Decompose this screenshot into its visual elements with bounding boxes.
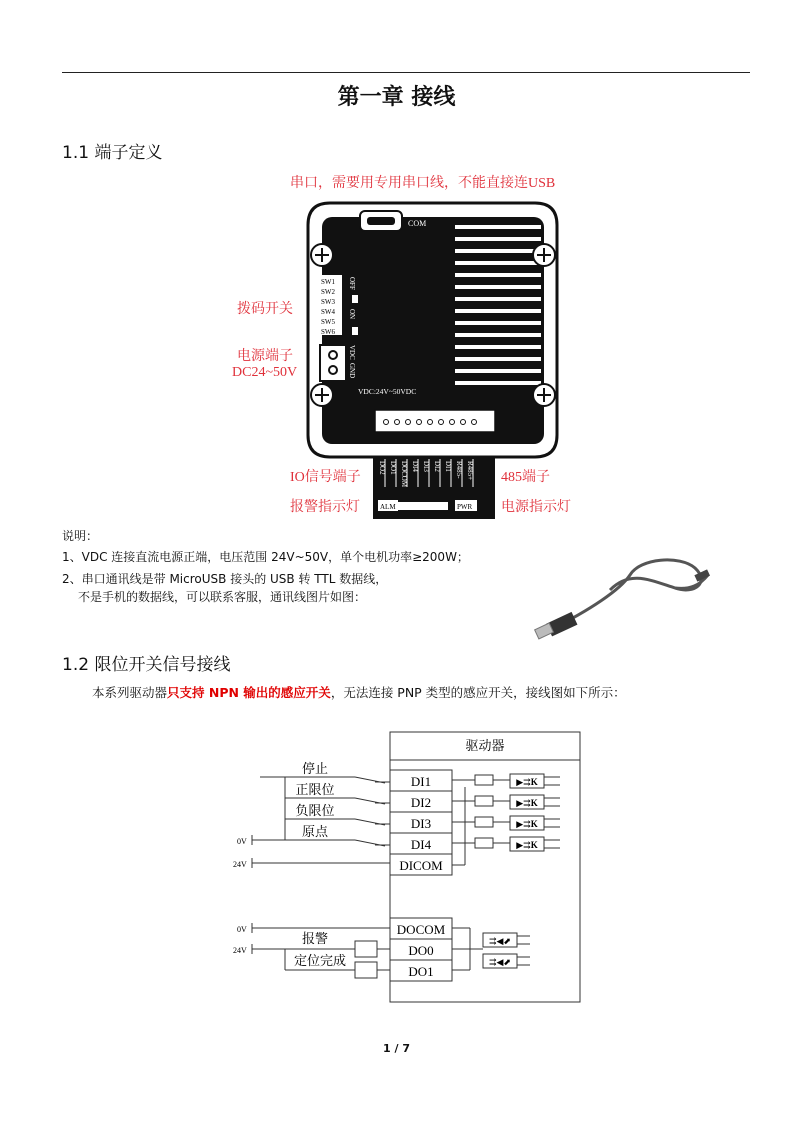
switch-label: 负限位 bbox=[295, 803, 335, 818]
pin-label: DO2 bbox=[378, 461, 386, 475]
sw-label: SW2 bbox=[321, 288, 335, 296]
v24-label: 24V bbox=[233, 860, 247, 869]
usb-cable-image bbox=[530, 550, 720, 645]
pwr-label: PWR bbox=[457, 503, 473, 511]
svg-text:⇉◀⬈: ⇉◀⬈ bbox=[488, 936, 512, 946]
svg-text:⇉◀⬈: ⇉◀⬈ bbox=[488, 957, 512, 967]
callout-power-led: 电源指示灯 bbox=[501, 500, 571, 515]
sw-label: SW3 bbox=[321, 298, 335, 306]
output-label: DO0 bbox=[408, 943, 434, 958]
v0-label-out: 0V bbox=[237, 925, 247, 934]
sw-label: SW4 bbox=[321, 308, 335, 316]
input-label: DI3 bbox=[410, 816, 432, 831]
output-label: DO1 bbox=[408, 964, 434, 979]
input-label: DI1 bbox=[410, 774, 432, 789]
svg-text:▶⇉K: ▶⇉K bbox=[516, 840, 538, 850]
wiring-diagram bbox=[225, 725, 595, 1010]
on-label: ON bbox=[348, 309, 356, 320]
callout-dip-switch: 拨码开关 bbox=[237, 302, 293, 317]
switch-label: 正限位 bbox=[295, 782, 335, 797]
vdc-label: VDC bbox=[348, 345, 356, 360]
pin-label: R485+ bbox=[466, 461, 474, 481]
input-label: DI2 bbox=[410, 795, 432, 810]
svg-text:▶⇉K: ▶⇉K bbox=[516, 819, 538, 829]
gnd-label: GND bbox=[348, 363, 356, 379]
input-label: DICOM bbox=[399, 858, 443, 873]
callout-power-terminal: 电源端子 bbox=[237, 349, 293, 364]
section-2-paragraph: 本系列驱动器只支持 NPN 输出的感应开关，无法连接 PNP 类型的感应开关，接线图如下所示： bbox=[92, 685, 626, 700]
driver-board-diagram bbox=[300, 195, 565, 525]
callout-power-range: DC24~50V bbox=[232, 365, 298, 380]
output-label: DOCOM bbox=[396, 922, 446, 937]
note-item-2: 2、串口通讯线是带 MicroUSB 接头的 USB 转 TTL 数据线， bbox=[62, 572, 388, 586]
chapter-title: 第一章 接线 bbox=[337, 85, 456, 110]
output-signal-label: 报警 bbox=[301, 931, 329, 946]
sw-label: SW6 bbox=[321, 328, 335, 336]
svg-text:▶⇉K: ▶⇉K bbox=[516, 798, 538, 808]
page-number: 1 / 7 bbox=[383, 1042, 410, 1055]
off-label: OFF bbox=[348, 277, 356, 290]
vdc-range-label: VDC:24V~50VDC bbox=[358, 387, 417, 396]
pin-label: R485- bbox=[455, 461, 463, 479]
board-com-label: COM bbox=[408, 219, 427, 228]
note-item-1: 1、VDC 连接直流电源正端，电压范围 24V~50V，单个电机功率≥200W； bbox=[62, 550, 469, 564]
v24-label-out: 24V bbox=[233, 946, 247, 955]
callout-485: 485端子 bbox=[501, 470, 550, 485]
input-label: DI4 bbox=[410, 837, 432, 852]
note-item-2-cont: 不是手机的数据线，可以联系客服，通讯线图片如图： bbox=[78, 590, 367, 604]
callout-alarm-led: 报警指示灯 bbox=[290, 500, 360, 515]
callout-io-terminal: IO信号端子 bbox=[290, 470, 361, 485]
notes-heading: 说明： bbox=[62, 529, 99, 543]
output-signal-label: 定位完成 bbox=[293, 953, 347, 968]
v0-label: 0V bbox=[237, 837, 247, 846]
switch-label: 原点 bbox=[301, 824, 329, 839]
pin-label: DI4 bbox=[411, 461, 419, 472]
section-2-title: 1.2 限位开关信号接线 bbox=[62, 655, 231, 675]
pin-label: DI1 bbox=[444, 461, 452, 472]
svg-text:▶⇉K: ▶⇉K bbox=[516, 777, 538, 787]
pin-label: DO1 bbox=[389, 461, 397, 475]
pin-label: DI2 bbox=[433, 461, 441, 472]
sw-label: SW5 bbox=[321, 318, 335, 326]
top-rule bbox=[62, 72, 750, 73]
section-1-title: 1.1 端子定义 bbox=[62, 143, 163, 163]
sw-label: SW1 bbox=[321, 278, 335, 286]
pin-label: DI3 bbox=[422, 461, 430, 472]
switch-label: 停止 bbox=[301, 761, 329, 776]
pin-label: DOCOM bbox=[400, 461, 408, 488]
driver-label: 驱动器 bbox=[465, 738, 505, 753]
callout-serial: 串口，需要用专用串口线，不能直接连USB bbox=[290, 176, 556, 191]
alm-label: ALM bbox=[380, 503, 396, 511]
